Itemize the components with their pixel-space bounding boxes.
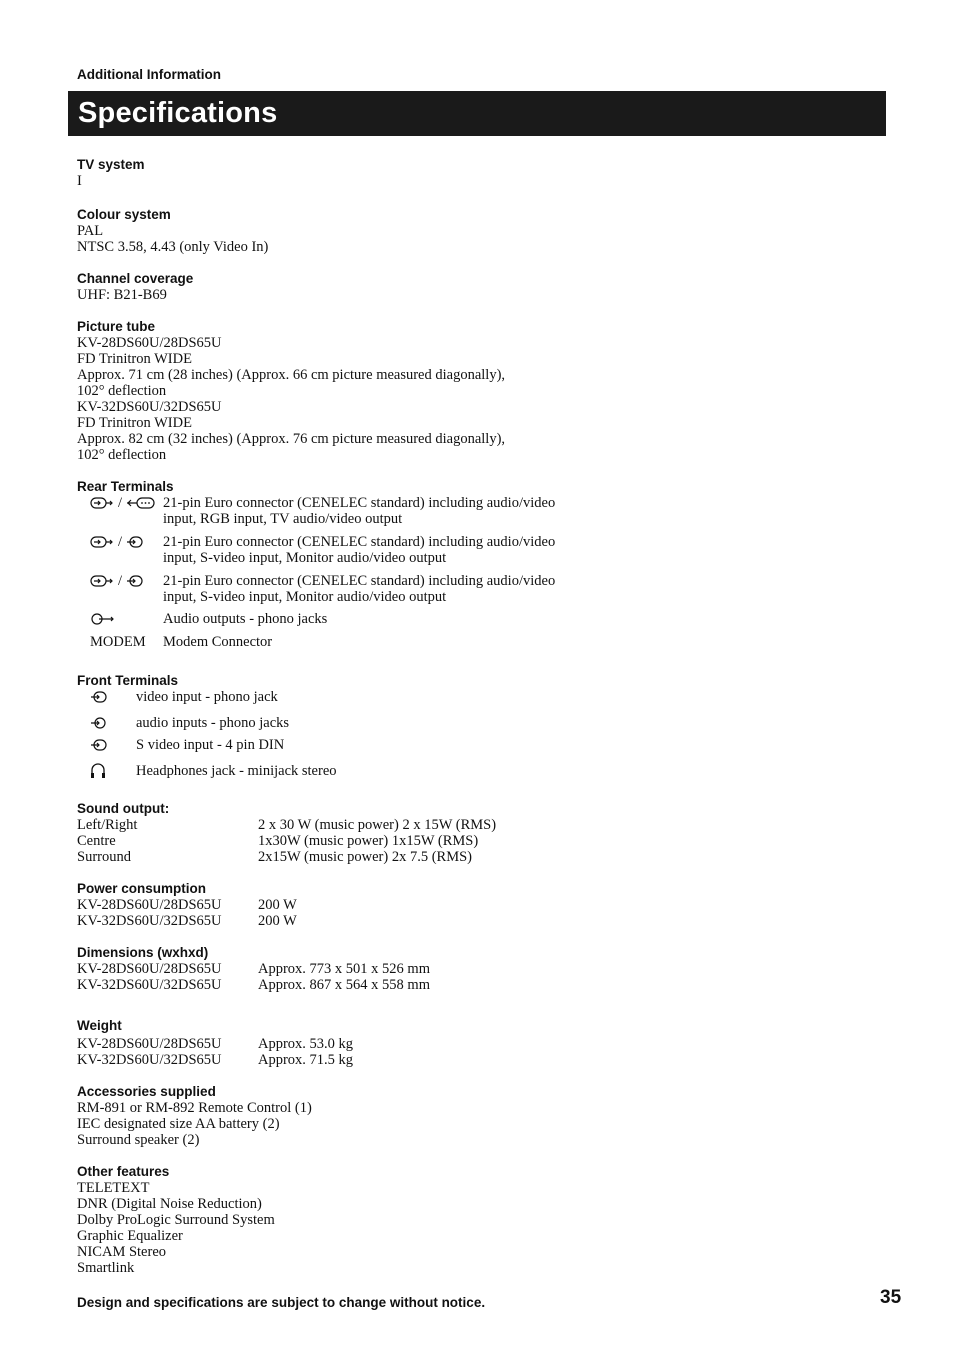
weight-row: KV-28DS60U/28DS65U Approx. 53.0 kg: [77, 1036, 354, 1052]
sound-output-row: Surround 2x15W (music power) 2x 7.5 (RMS): [77, 849, 472, 865]
front-terminal-item: [77, 737, 877, 753]
picture-tube-line: KV-32DS60U/32DS65U: [77, 399, 222, 415]
front-terminal-text: S video input - 4 pin DIN: [136, 737, 285, 753]
rear-terminal-text: input, S-video input, Monitor audio/video output: [163, 550, 447, 566]
feature-item: Graphic Equalizer: [77, 1228, 183, 1244]
rear-terminal-item: [77, 611, 877, 627]
rear-terminal-item: [77, 573, 877, 605]
feature-item: NICAM Stereo: [77, 1244, 167, 1260]
picture-tube-line: 102° deflection: [77, 447, 167, 463]
front-terminals-heading: Front Terminals: [77, 673, 179, 688]
accessory-item: Surround speaker (2): [77, 1132, 200, 1148]
picture-tube-line: Approx. 71 cm (28 inches) (Approx. 66 cm picture measured diagonally),: [77, 367, 506, 383]
front-terminal-text: video input - phono jack: [136, 689, 278, 705]
colour-system-line: PAL: [77, 223, 104, 239]
rear-terminal-text: 21-pin Euro connector (CENELEC standard) including audio/video: [163, 573, 556, 589]
front-terminal-item: [77, 715, 877, 731]
weight-row: KV-32DS60U/32DS65U Approx. 71.5 kg: [77, 1052, 354, 1068]
picture-tube-line: FD Trinitron WIDE: [77, 351, 192, 367]
rear-terminals-heading: Rear Terminals: [77, 479, 174, 494]
rear-terminal-item: [77, 534, 877, 566]
modem-text: Modem Connector: [163, 634, 273, 650]
picture-tube-line: FD Trinitron WIDE: [77, 415, 192, 431]
rear-terminal-item: [77, 495, 877, 527]
picture-tube-line: 102° deflection: [77, 383, 167, 399]
weight-heading: Weight: [77, 1018, 122, 1033]
feature-item: TELETEXT: [77, 1180, 150, 1196]
video-input-icon: [77, 689, 136, 705]
accessories-heading: Accessories supplied: [77, 1084, 216, 1099]
power-consumption-row: KV-28DS60U/28DS65U 200 W: [77, 897, 297, 913]
sound-output-heading: Sound output:: [77, 801, 170, 816]
audio-output-icon: [77, 611, 163, 627]
specifications-content: [77, 157, 877, 1276]
scart-svideo-icon: /: [77, 573, 163, 589]
page-title: Specifications: [78, 97, 278, 129]
colour-system-line: NTSC 3.58, 4.43 (only Video In): [77, 239, 269, 255]
picture-tube-heading: Picture tube: [77, 319, 156, 334]
feature-item: DNR (Digital Noise Reduction): [77, 1196, 262, 1212]
power-consumption-row: KV-32DS60U/32DS65U 200 W: [77, 913, 297, 929]
rear-terminal-modem: [77, 634, 877, 650]
other-features-heading: Other features: [77, 1164, 170, 1179]
rear-terminal-text: 21-pin Euro connector (CENELEC standard) including audio/video: [163, 495, 556, 511]
front-terminal-item: [77, 763, 877, 779]
power-consumption-heading: Power consumption: [77, 881, 207, 896]
feature-item: Dolby ProLogic Surround System: [77, 1212, 275, 1228]
audio-input-icon: [77, 715, 136, 731]
sound-output-row: Left/Right 2 x 30 W (music power) 2 x 15W (RMS): [77, 817, 497, 833]
modem-label: MODEM: [90, 633, 146, 650]
svideo-input-icon: [77, 737, 136, 753]
sound-output-row: Centre 1x30W (music power) 1x15W (RMS): [77, 833, 479, 849]
rear-terminal-text: 21-pin Euro connector (CENELEC standard) including audio/video: [163, 534, 556, 550]
accessory-item: IEC designated size AA battery (2): [77, 1116, 280, 1132]
tv-system-value: I: [77, 173, 82, 189]
front-terminal-text: Headphones jack - minijack stereo: [136, 763, 337, 779]
footer-notice: Design and specifications are subject to change without notice.: [77, 1295, 486, 1310]
rear-terminal-text: input, RGB input, TV audio/video output: [163, 511, 403, 527]
section-label: Additional Information: [77, 67, 221, 82]
channel-coverage-value: UHF: B21-B69: [77, 287, 167, 303]
rear-terminal-text: Audio outputs - phono jacks: [163, 611, 328, 627]
dimensions-row: KV-28DS60U/28DS65U Approx. 773 x 501 x 526 mm: [77, 961, 430, 977]
dimensions-heading: Dimensions (wxhxd): [77, 945, 209, 960]
accessory-item: RM-891 or RM-892 Remote Control (1): [77, 1100, 312, 1116]
dimensions-row: KV-32DS60U/32DS65U Approx. 867 x 564 x 558 mm: [77, 977, 430, 993]
front-terminal-item: [77, 689, 877, 705]
rear-terminal-text: input, S-video input, Monitor audio/video output: [163, 589, 447, 605]
tv-system-heading: TV system: [77, 157, 145, 172]
picture-tube-line: KV-28DS60U/28DS65U: [77, 335, 222, 351]
title-bar: [68, 91, 886, 136]
front-terminal-text: audio inputs - phono jacks: [136, 715, 290, 731]
page-number: 35: [880, 1287, 902, 1308]
scart-svideo-icon: /: [77, 534, 163, 550]
feature-item: Smartlink: [77, 1260, 135, 1276]
picture-tube-line: Approx. 82 cm (32 inches) (Approx. 76 cm picture measured diagonally),: [77, 431, 506, 447]
colour-system-heading: Colour system: [77, 207, 171, 222]
scart-rgb-icon: /: [77, 495, 163, 511]
headphones-icon: [77, 763, 136, 779]
channel-coverage-heading: Channel coverage: [77, 271, 194, 286]
